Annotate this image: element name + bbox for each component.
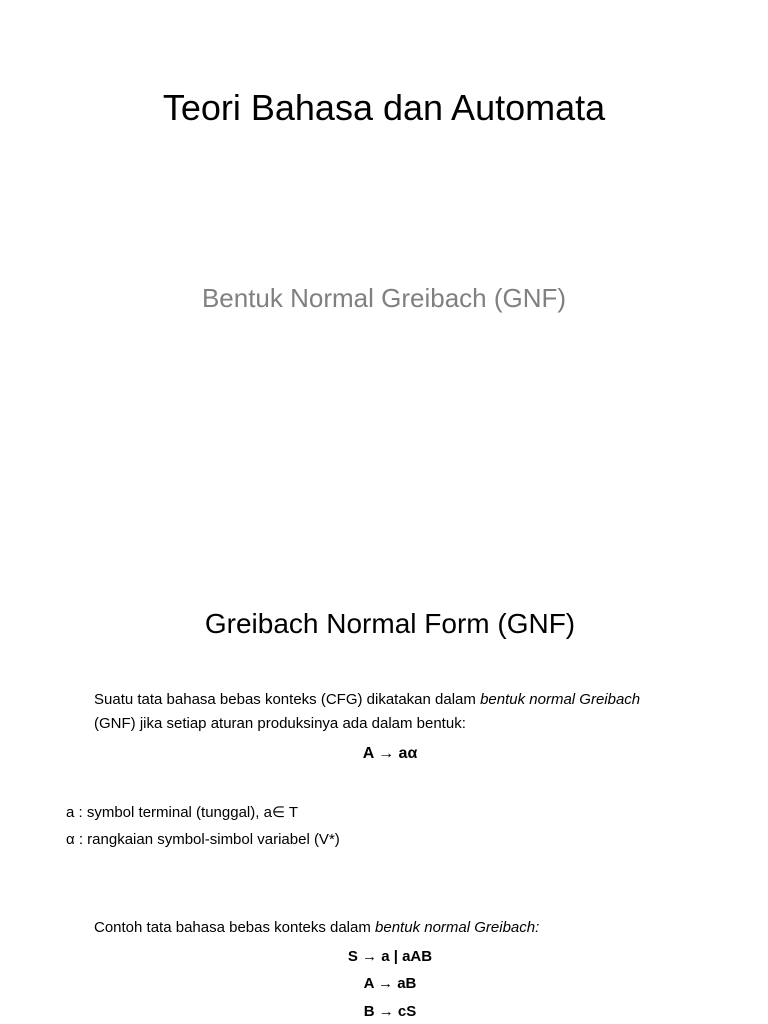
gnf-formula: A → aα [362, 745, 418, 762]
definition-text: Suatu tata bahasa bebas konteks (CFG) dikatakan dalam [94, 691, 481, 708]
terminal-symbol-note: a : symbol terminal (tunggal), a∈ T [66, 804, 299, 821]
content-slide-title: Greibach Normal Form (GNF) [204, 608, 576, 639]
definition-text-continued: (GNF) jika setiap aturan produksinya ada dalam bentuk: [94, 715, 466, 732]
example-intro [94, 916, 539, 940]
definition-italic-term: bentuk normal Greibach [480, 691, 641, 708]
example-rule: B → cS [363, 1003, 417, 1020]
slide-subtitle: Bentuk Normal Greibach (GNF) [201, 283, 567, 313]
content-slide [0, 576, 768, 1024]
example-rule: A → aB [363, 975, 417, 992]
definition-paragraph [94, 688, 744, 736]
example-intro-text: Contoh tata bahasa bebas konteks dalam [94, 919, 376, 936]
variable-string-note: α : rangkaian symbol-simbol variabel (V*) [66, 831, 340, 848]
slide-title: Teori Bahasa dan Automata [162, 87, 606, 128]
example-rule: S → a | aAB [347, 948, 433, 965]
example-intro-italic: bentuk normal Greibach: [375, 919, 540, 936]
